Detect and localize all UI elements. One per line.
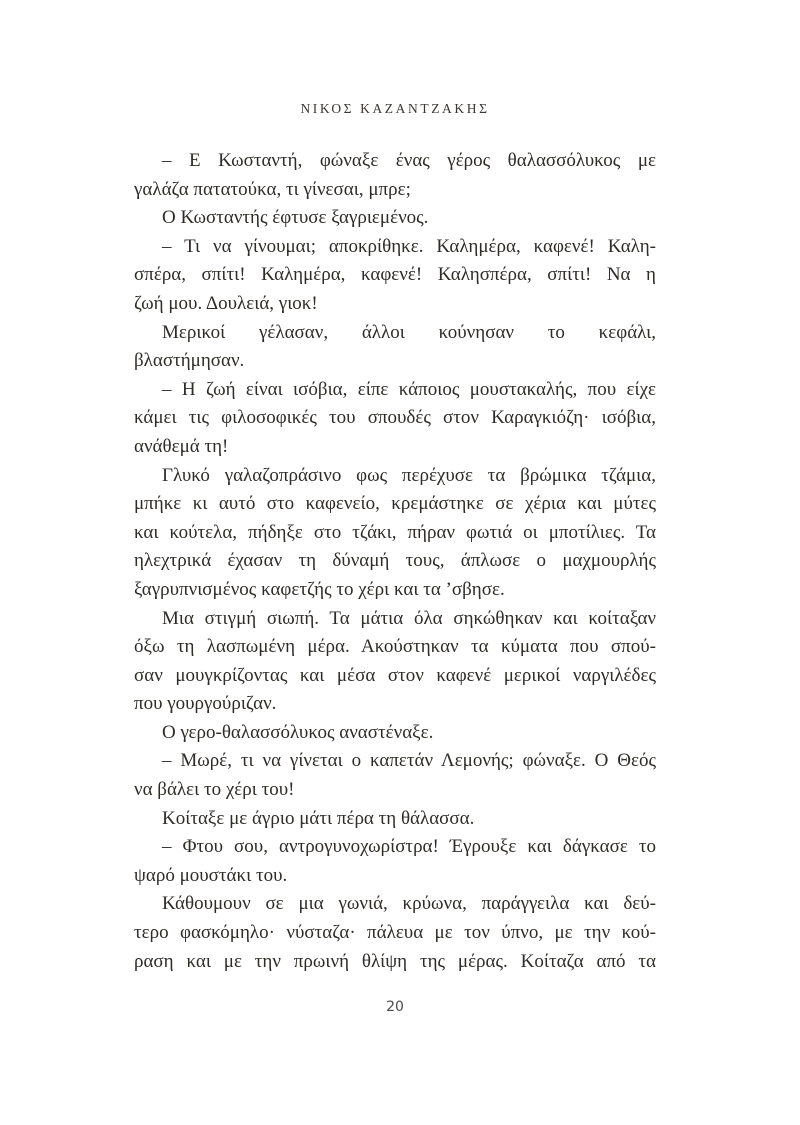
text-line: και κούτελα, πήδηξε στο τζάκι, πήραν φωτιά οι μποτίλιες. Τα bbox=[134, 521, 656, 543]
text-line: Ο γερο-θαλασσόλυκος αναστέναξε. bbox=[162, 721, 434, 743]
page-number: 20 bbox=[386, 999, 404, 1015]
text-line: – Φτου σου, αντρογυνοχωρίστρα! Έγρουξε και δάγκασε το bbox=[162, 836, 656, 858]
text-line: να βάλει το χέρι του! bbox=[134, 779, 295, 801]
text-line: σπέρα, σπίτι! Καλημέρα, καφενέ! Καλησπέρα, σπίτι! Να η bbox=[134, 264, 656, 286]
text-line: – Η ζωή είναι ισόβια, είπε κάποιος μουστακαλής, που είχε bbox=[162, 378, 656, 400]
running-head-author: ΝΙΚΟΣ ΚΑΖΑΝΤΖΑΚΗΣ bbox=[300, 101, 490, 116]
text-line: κάμει τις φιλοσοφικές του σπουδές στον Καραγκιόζη· ισόβια, bbox=[134, 407, 656, 429]
text-line: ανάθεμά τη! bbox=[134, 435, 229, 457]
text-line: ζωή μου. Δουλειά, γιοκ! bbox=[134, 292, 318, 314]
text-line: Μια στιγμή σιωπή. Τα μάτια όλα σηκώθηκαν και κοίταξαν bbox=[162, 607, 656, 629]
text-line: Ο Κωσταντής έφτυσε ξαγριεμένος. bbox=[162, 207, 429, 229]
text-line: Κάθουμουν σε μια γωνιά, κρύωνα, παράγγειλα και δεύ- bbox=[162, 893, 656, 915]
text-line: – Ε Κωσταντή, φώναξε ένας γέρος θαλασσόλυκος με bbox=[162, 150, 656, 171]
text-line: που γουργούριζαν. bbox=[134, 693, 277, 715]
text-line: Γλυκό γαλαζοπράσινο φως περέχυσε τα βρώμικα τζάμια, bbox=[162, 464, 656, 486]
text-line: Κοίταξε με άγριο μάτι πέρα τη θάλασσα. bbox=[162, 807, 475, 829]
text-line: – Τι να γίνουμαι; αποκρίθηκε. Καλημέρα, καφενέ! Καλη- bbox=[162, 235, 656, 257]
text-line: – Μωρέ, τι να γίνεται ο καπετάν Λεμονής; φώναξε. Ο Θεός bbox=[162, 750, 656, 772]
text-line: ψαρό μουστάκι του. bbox=[134, 864, 288, 886]
text-line: βλαστήμησαν. bbox=[134, 350, 245, 372]
text-line: γαλάζα πατατούκα, τι γίνεσαι, μπρε; bbox=[134, 178, 411, 200]
text-line: ηλεχτρικά έχασαν τη δύναμή τους, άπλωσε ο μαχμουρλής bbox=[134, 550, 656, 572]
text-line: Μερικοί γέλασαν, άλλοι κούνησαν το κεφάλι, bbox=[162, 321, 656, 343]
text-line: ραση και με την πρωινή θλίψη της μέρας. Κοίταζα από τα bbox=[134, 950, 656, 972]
text-line: τερο φασκόμηλο· νύσταζα· πάλευα με τον ύπνο, με την κού- bbox=[134, 922, 656, 944]
text-line: σαν μουγκρίζοντας και μέσα στον καφενέ μερικοί ναργιλέδες bbox=[134, 664, 656, 686]
text-line: μπήκε κι αυτό στο καφενείο, κρεμάστηκε σε χέρια και μύτες bbox=[134, 493, 656, 515]
body-text-block bbox=[134, 147, 656, 976]
text-line: όξω τη λασπωμένη μέρα. Ακούστηκαν τα κύματα που σπού- bbox=[134, 636, 656, 658]
text-line: ξαγρυπνισμένος καφετζής το χέρι και τα ’σβησε. bbox=[134, 578, 505, 600]
